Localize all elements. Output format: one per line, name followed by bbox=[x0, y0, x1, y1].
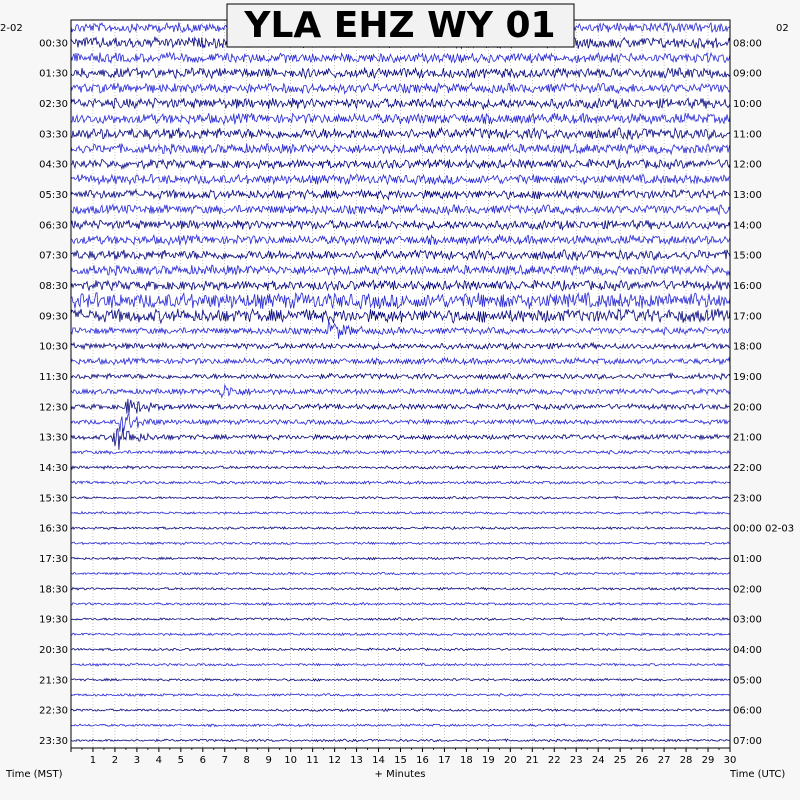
right-tick-label: 16:00 bbox=[733, 280, 762, 292]
right-axis-title: Time (UTC) bbox=[730, 769, 786, 780]
x-tick-label: 21 bbox=[525, 755, 539, 766]
x-tick-label: 16 bbox=[416, 755, 429, 766]
right-tick-label: 04:00 bbox=[733, 644, 762, 656]
left-tick-label: 01:30 bbox=[39, 68, 68, 80]
right-tick-label: 06:00 bbox=[733, 705, 762, 717]
x-tick-label: 30 bbox=[723, 755, 737, 766]
x-axis-title: + Minutes bbox=[374, 769, 426, 780]
right-tick-label: 01:00 bbox=[733, 553, 762, 565]
left-tick-label: 02:30 bbox=[39, 98, 68, 110]
left-tick-label: 07:30 bbox=[39, 250, 68, 262]
right-tick-label: 05:00 bbox=[733, 675, 762, 687]
left-tick-label: 20:30 bbox=[39, 644, 68, 656]
right-tick-label: 21:00 bbox=[733, 432, 762, 444]
x-tick-label: 7 bbox=[221, 755, 228, 766]
x-tick-label: 22 bbox=[547, 755, 561, 766]
left-time-ticks bbox=[39, 38, 68, 747]
right-tick-label: 02:00 bbox=[733, 584, 762, 596]
left-tick-label: 23:30 bbox=[39, 735, 68, 747]
right-tick-label: 10:00 bbox=[733, 98, 762, 110]
right-date-label-top: 02 bbox=[776, 23, 789, 34]
x-tick-label: 18 bbox=[460, 755, 473, 766]
left-tick-label: 19:30 bbox=[39, 614, 68, 626]
x-tick-label: 20 bbox=[503, 755, 517, 766]
x-tick-label: 15 bbox=[394, 755, 407, 766]
left-tick-label: 16:30 bbox=[39, 523, 68, 535]
right-time-ticks bbox=[733, 38, 794, 747]
left-tick-label: 15:30 bbox=[39, 493, 68, 505]
left-tick-label: 08:30 bbox=[39, 280, 68, 292]
x-tick-label: 14 bbox=[372, 755, 385, 766]
x-tick-label: 10 bbox=[284, 755, 298, 766]
x-tick-label: 17 bbox=[438, 755, 451, 766]
x-tick-label: 26 bbox=[635, 755, 649, 766]
x-tick-label: 23 bbox=[569, 755, 583, 766]
right-tick-label: 14:00 bbox=[733, 220, 762, 232]
x-tick-label: 11 bbox=[306, 755, 320, 766]
right-tick-label: 13:00 bbox=[733, 189, 762, 201]
right-tick-label: 18:00 bbox=[733, 341, 762, 353]
x-tick-label: 2 bbox=[111, 755, 119, 766]
x-tick-label: 29 bbox=[701, 755, 715, 766]
right-tick-label: 15:00 bbox=[733, 250, 762, 262]
left-tick-label: 03:30 bbox=[39, 129, 68, 141]
x-tick-label: 24 bbox=[591, 755, 605, 766]
right-tick-label: 00:00 02-03 bbox=[733, 523, 795, 535]
x-tick-label: 4 bbox=[155, 755, 163, 766]
right-tick-label: 17:00 bbox=[733, 311, 762, 323]
chart-title: YLA EHZ WY 01 bbox=[244, 5, 556, 46]
x-tick-label: 13 bbox=[350, 755, 363, 766]
right-tick-label: 07:00 bbox=[733, 735, 762, 747]
x-tick-label: 5 bbox=[177, 755, 185, 766]
x-tick-label: 3 bbox=[133, 755, 141, 766]
right-tick-label: 09:00 bbox=[733, 68, 762, 80]
x-tick-label: 9 bbox=[265, 755, 272, 766]
right-tick-label: 19:00 bbox=[733, 371, 762, 383]
left-tick-label: 11:30 bbox=[39, 371, 68, 383]
x-tick-label: 6 bbox=[199, 755, 206, 766]
left-tick-label: 04:30 bbox=[39, 159, 68, 171]
x-tick-label: 19 bbox=[481, 755, 495, 766]
x-tick-label: 8 bbox=[243, 755, 250, 766]
right-tick-label: 23:00 bbox=[733, 493, 762, 505]
right-tick-label: 11:00 bbox=[733, 129, 762, 141]
left-tick-label: 22:30 bbox=[39, 705, 68, 717]
left-tick-label: 06:30 bbox=[39, 220, 68, 232]
left-tick-label: 00:30 bbox=[39, 38, 68, 50]
right-tick-label: 12:00 bbox=[733, 159, 762, 171]
x-tick-label: 1 bbox=[89, 755, 97, 766]
left-tick-label: 21:30 bbox=[39, 675, 68, 687]
x-tick-label: 25 bbox=[613, 755, 627, 766]
left-tick-label: 12:30 bbox=[39, 402, 68, 414]
x-tick-label: 28 bbox=[679, 755, 693, 766]
right-tick-label: 03:00 bbox=[733, 614, 762, 626]
left-tick-label: 17:30 bbox=[39, 553, 68, 565]
right-tick-label: 08:00 bbox=[733, 38, 762, 50]
left-tick-label: 09:30 bbox=[39, 311, 68, 323]
left-tick-label: 14:30 bbox=[39, 462, 68, 474]
left-tick-label: 05:30 bbox=[39, 189, 68, 201]
right-tick-label: 20:00 bbox=[733, 402, 762, 414]
left-tick-label: 18:30 bbox=[39, 584, 68, 596]
left-tick-label: 13:30 bbox=[39, 432, 68, 444]
x-minute-ticks bbox=[71, 748, 736, 766]
left-tick-label: 10:30 bbox=[39, 341, 68, 353]
x-tick-label: 27 bbox=[657, 755, 671, 766]
left-date-label: 2-02 bbox=[0, 23, 23, 34]
x-tick-label: 12 bbox=[328, 755, 341, 766]
right-tick-label: 22:00 bbox=[733, 462, 762, 474]
left-axis-title: Time (MST) bbox=[6, 769, 63, 780]
